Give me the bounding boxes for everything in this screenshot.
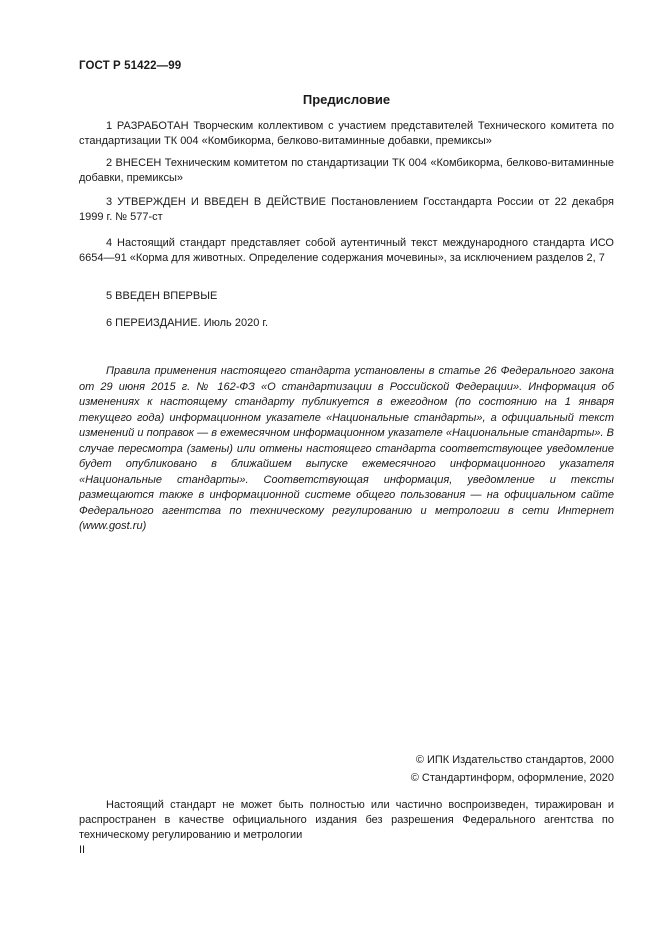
preface-item-1: 1 РАЗРАБОТАН Творческим коллективом с участием представителей Технического комитета по стандартизации ТК 004 «Комбикорма, белково-витаминные добавки, премиксы»: [79, 120, 614, 147]
copyright-line-1: © ИПК Издательство стандартов, 2000: [415, 754, 614, 766]
page-title: Предисловие: [302, 92, 391, 107]
preface-item-6: 6 ПЕРЕИЗДАНИЕ. Июль 2020 г.: [106, 317, 269, 329]
preface-item-2: 2 ВНЕСЕН Техническим комитетом по стандартизации ТК 004 «Комбикорма, белково-витаминные добавки, премиксы»: [79, 157, 614, 184]
copyright-line-2: © Стандартинформ, оформление, 2020: [410, 772, 614, 784]
preface-item-3: 3 УТВЕРЖДЕН И ВВЕДЕН В ДЕЙСТВИЕ Постановлением Госстандарта России от 22 декабря 1999 г. № 577-ст: [79, 196, 614, 223]
preface-item-5: 5 ВВЕДЕН ВПЕРВЫЕ: [106, 290, 218, 302]
standard-code-header: ГОСТ Р 51422—99: [79, 60, 182, 72]
preface-item-4: 4 Настоящий стандарт представляет собой аутентичный текст международного стандарта ИСО 6654—91 «Корма для животных. Определение содержания мочевины», за исключением разделов 2, 7: [79, 237, 614, 264]
page-number: II: [79, 844, 86, 856]
standard-application-notice: Правила применения настоящего стандарта установлены в статье 26 Федерального закона от 29 июня 2015 г. № 162-ФЗ «О стандартизации в Российской Федерации». Информация об изменениях к настоящему стандарту публикуется в ежегодном (по состоянию на 1 января текущего года) информационном указателе «Национальные стандарты», а официальный текст изменений и поправок — в ежемесячном информационном указателе «Национальные стандарты». В случае пересмотра (замены) или отмены настоящего стандарта соответствующее уведомление будет опубликовано в ближайшем выпуске ежемесячного информационного указателя «Национальные стандарты». Соответствующая информация, уведомление и тексты размещаются также в информационной системе общего пользования — на официальном сайте Федерального агентства по техническому регулированию и метрологии в сети Интернет (www.gost.ru): [79, 365, 614, 532]
reproduction-notice: Настоящий стандарт не может быть полностью или частично воспроизведен, тиражирован и распространен в качестве официального издания без разрешения Федерального агентства по техническому регулированию и метрологии: [79, 799, 614, 841]
